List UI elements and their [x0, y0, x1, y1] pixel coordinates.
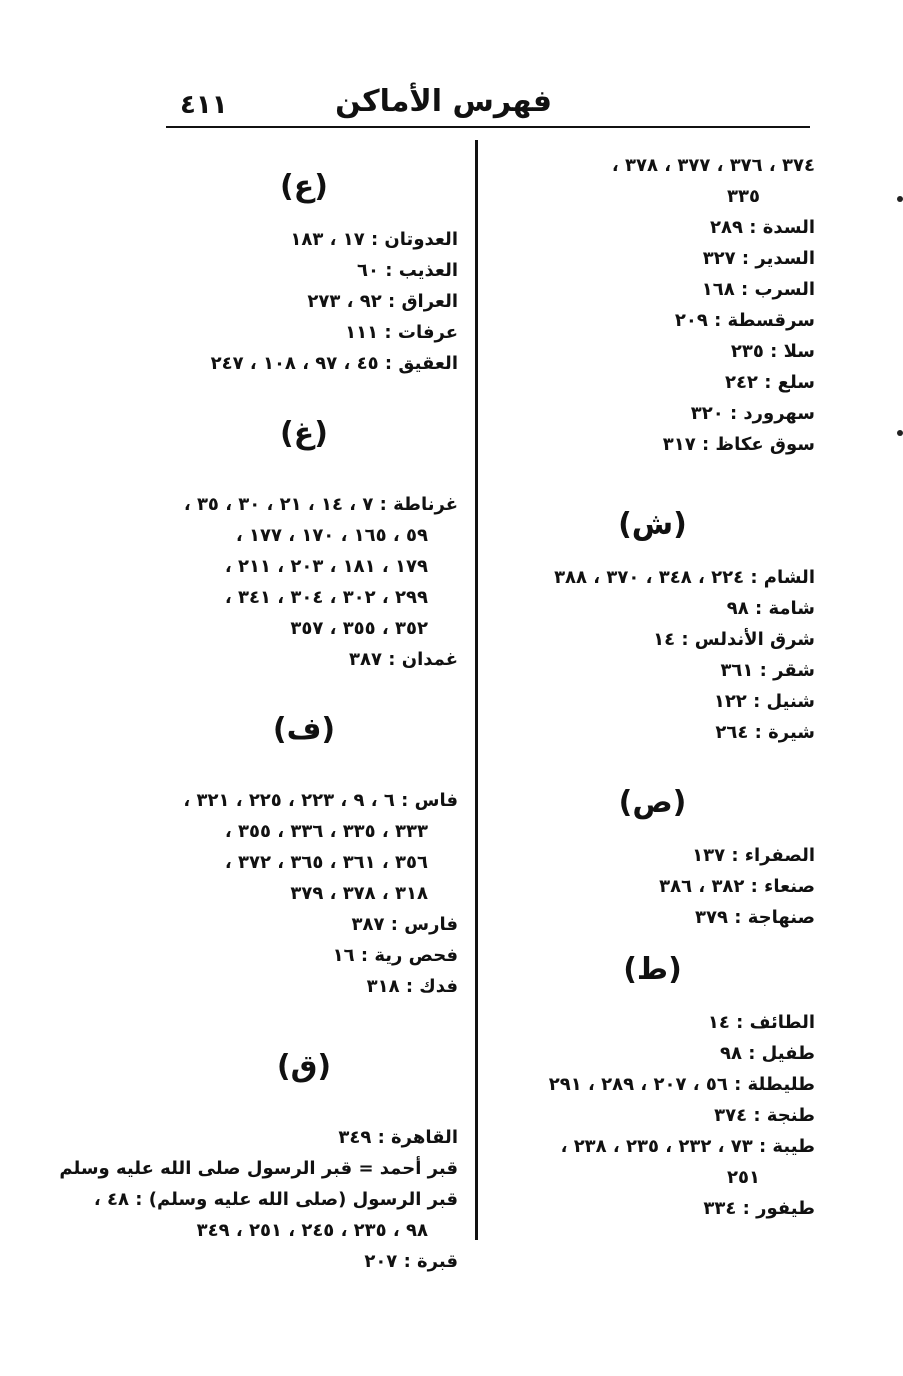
index-entry: شرق الأندلس : ١٤ — [653, 629, 815, 650]
index-entry: الصفراء : ١٣٧ — [692, 845, 815, 866]
index-entry: غرناطة : ٧ ، ١٤ ، ٢١ ، ٣٠ ، ٣٥ ، — [183, 494, 458, 515]
index-entry: عرفات : ١١١ — [345, 322, 458, 343]
index-entry: العراق : ٩٢ ، ٢٧٣ — [307, 291, 458, 312]
section-letter-qaf: (ق) — [276, 1049, 332, 1084]
index-entry-continuation: ٣١٨ ، ٣٧٨ ، ٣٧٩ — [290, 883, 428, 904]
section-letter-sad: (ص) — [618, 785, 687, 820]
index-entry: فاس : ٦ ، ٩ ، ٢٢٣ ، ٢٢٥ ، ٣٢١ ، — [183, 790, 458, 811]
index-entry-continuation: ٥٩ ، ١٦٥ ، ١٧٠ ، ١٧٧ ، — [235, 525, 428, 546]
index-entry: فارس : ٣٨٧ — [351, 914, 458, 935]
index-entry: سلع : ٢٤٢ — [724, 372, 815, 393]
index-entry: شيرة : ٢٦٤ — [715, 722, 815, 743]
index-entry: طنجة : ٣٧٤ — [714, 1105, 815, 1126]
index-entry: قبر الرسول (صلى الله عليه وسلم) : ٤٨ ، — [93, 1189, 458, 1210]
index-entry-continuation: ٢٩٩ ، ٣٠٢ ، ٣٠٤ ، ٣٤١ ، — [224, 587, 428, 608]
index-entry: فدك : ٣١٨ — [366, 976, 458, 997]
index-entry: صنعاء : ٣٨٢ ، ٣٨٦ — [659, 876, 815, 897]
page-header — [166, 78, 810, 124]
column-divider — [475, 140, 478, 1240]
index-entry: شنيل : ١٢٢ — [713, 691, 815, 712]
index-entry-continuation: ٣٣٣ ، ٣٣٥ ، ٣٣٦ ، ٣٥٥ ، — [224, 821, 428, 842]
index-entry-continuation: ٩٨ ، ٢٣٥ ، ٢٤٥ ، ٢٥١ ، ٣٤٩ — [196, 1220, 428, 1241]
index-entry: طيبة : ٧٣ ، ٢٣٢ ، ٢٣٥ ، ٢٣٨ ، — [560, 1136, 815, 1157]
index-entry: السدة : ٢٨٩ — [710, 217, 815, 238]
index-entry-continuation: ١٧٩ ، ١٨١ ، ٢٠٣ ، ٢١١ ، — [224, 556, 428, 577]
index-entry: طفيل : ٩٨ — [719, 1043, 815, 1064]
index-entry: السدير : ٣٢٧ — [702, 248, 815, 269]
index-entry: صنهاجة : ٣٧٩ — [695, 907, 815, 928]
page-number: ٤١١ — [180, 90, 228, 120]
index-entry: سلا : ٢٣٥ — [730, 341, 815, 362]
index-entry: العدوتان : ١٧ ، ١٨٣ — [290, 229, 458, 250]
section-letter-ta: (ط) — [623, 952, 682, 987]
scan-speck — [897, 430, 903, 436]
index-entry: العقيق : ٤٥ ، ٩٧ ، ١٠٨ ، ٢٤٧ — [210, 353, 458, 374]
index-entry: سوق عكاظ : ٣١٧ — [662, 434, 815, 455]
index-entry-continuation: ٣٥٦ ، ٣٦١ ، ٣٦٥ ، ٣٧٢ ، — [224, 852, 428, 873]
continuation-line: ٣٣٥ — [727, 186, 760, 207]
index-entry: فحص رية : ١٦ — [332, 945, 458, 966]
left-column — [59, 150, 458, 1277]
scan-speck — [897, 196, 903, 202]
index-entry-continuation: ٣٥٢ ، ٣٥٥ ، ٣٥٧ — [290, 618, 428, 639]
section-letter-shin: (ش) — [618, 507, 687, 542]
section-letter-fa: (ف) — [272, 712, 336, 747]
section-letter-ain: (ع) — [280, 169, 328, 204]
index-entry: الطائف : ١٤ — [707, 1012, 815, 1033]
index-entry: قبرة : ٢٠٧ — [364, 1251, 458, 1272]
index-entry: شامة : ٩٨ — [726, 598, 815, 619]
index-entry: شقر : ٣٦١ — [720, 660, 815, 681]
index-entry: القاهرة : ٣٤٩ — [338, 1127, 458, 1148]
page-title: فهرس الأماكن — [335, 84, 552, 119]
continuation-line: ٣٧٤ ، ٣٧٦ ، ٣٧٧ ، ٣٧٨ ، — [611, 155, 815, 176]
index-entry: سهرورد : ٣٢٠ — [690, 403, 815, 424]
index-entry: العذيب : ٦٠ — [356, 260, 458, 281]
index-entry: سرقسطة : ٢٠٩ — [674, 310, 815, 331]
index-entry: طليطلة : ٥٦ ، ٢٠٧ ، ٢٨٩ ، ٢٩١ — [548, 1074, 815, 1095]
index-entry: الشام : ٢٢٤ ، ٣٤٨ ، ٣٧٠ ، ٣٨٨ — [554, 567, 815, 588]
index-entry: قبر أحمد = قبر الرسول صلى الله عليه وسلم — [59, 1158, 458, 1179]
right-column — [490, 150, 815, 1224]
section-letter-ghain: (غ) — [280, 416, 328, 451]
header-rule — [166, 126, 810, 128]
index-entry: طيفور : ٣٣٤ — [703, 1198, 815, 1219]
index-entry-continuation: ٢٥١ — [727, 1167, 760, 1188]
index-entry: السرب : ١٦٨ — [701, 279, 815, 300]
index-entry: غمدان : ٣٨٧ — [349, 649, 458, 670]
